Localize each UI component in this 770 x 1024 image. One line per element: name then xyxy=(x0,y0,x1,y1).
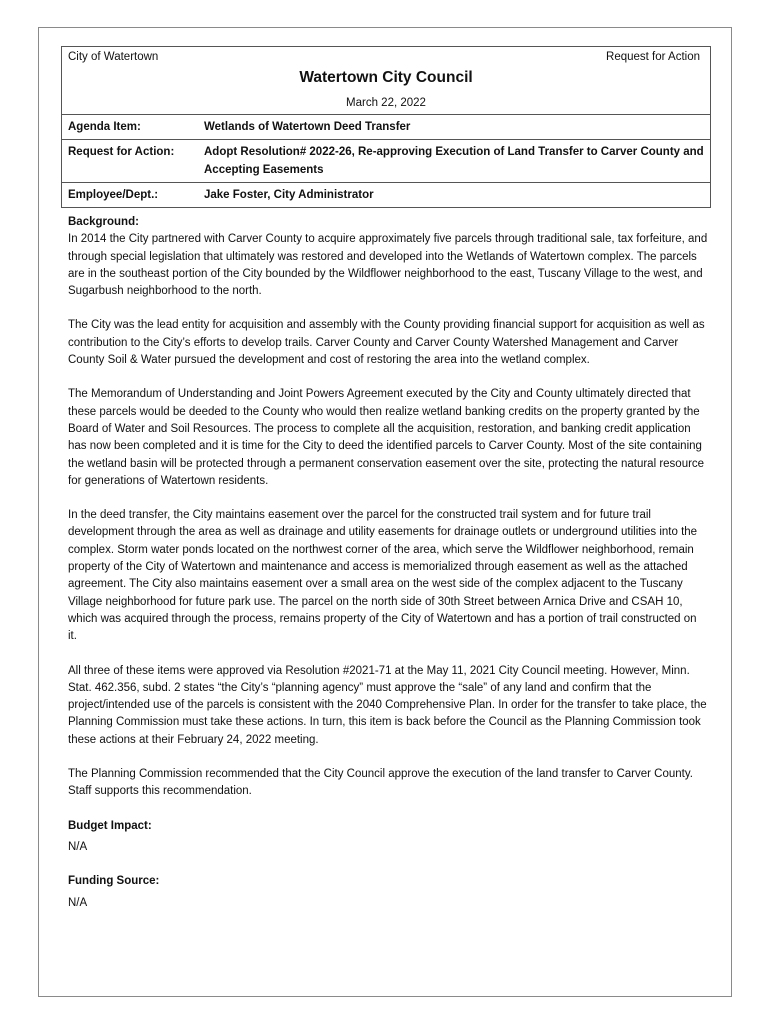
council-title: Watertown City Council xyxy=(299,69,473,86)
meeting-date: March 22, 2022 xyxy=(346,97,426,109)
document-body xyxy=(68,214,708,929)
request-for-action-label: Request for Action: xyxy=(68,146,175,158)
request-for-action-value: Adopt Resolution# 2022-26, Re-approving Execution of Land Transfer to Carver County and Accepting Easements xyxy=(204,146,704,176)
employee-dept-row xyxy=(62,183,710,207)
background-heading: Background: xyxy=(68,216,139,228)
employee-dept-value: Jake Foster, City Administrator xyxy=(204,189,374,201)
background-paragraph-3: The Memorandum of Understanding and Joint Powers Agreement executed by the City and County ultimately directed that these parcels would be deeded to the County who would then realize wetland banking credits on the property granted by the Board of Water and Soil Resources. The process to complete all the acquisition, restoration, and banking credit application has now been completed and it is time for the City to deed the identified parcels to Carver County. Most of the site containing the wetland basin will be protected through a permanent conservation easement over the site, protecting the natural resource for generations of Watertown residents. xyxy=(68,388,705,487)
city-name: City of Watertown xyxy=(68,51,159,63)
background-paragraph-6: The Planning Commission recommended that the City Council approve the execution of the land transfer to Carver County. Staff supports this recommendation. xyxy=(68,768,693,798)
employee-dept-label: Employee/Dept.: xyxy=(68,189,159,201)
request-header-table xyxy=(61,46,711,208)
agenda-item-label: Agenda Item: xyxy=(68,121,141,133)
funding-source-heading: Funding Source: xyxy=(68,875,160,888)
agenda-item-row xyxy=(62,115,710,140)
funding-source-section xyxy=(68,873,708,912)
agenda-item-value: Wetlands of Watertown Deed Transfer xyxy=(204,121,411,133)
background-paragraph-1: In 2014 the City partnered with Carver County to acquire approximately five parcels through traditional sale, tax forfeiture, and through special legislation that ultimately was restored and developed into the Wetlands of Watertown complex. The parcels are in the southeast portion of the City bounded by the Wildflower neighborhood to the east, Tuscany Village to the west, and Sugarbush neighborhood to the north. xyxy=(68,233,708,298)
budget-impact-heading: Budget Impact: xyxy=(68,819,152,832)
background-paragraph-5: All three of these items were approved via Resolution #2021-71 at the May 11, 2021 City Council meeting. However, Minn. Stat. 462.356, subd. 2 states “the City’s “planning agency” must approve the “sale” of any land and confirm that the project/intended use of the parcels is consistent with the 2040 Comprehensive Plan. In order for the transfer to take place, the Planning Commission must take these actions. In turn, this item is back before the Council as the Planning Commission took these actions at their February 24, 2022 meeting. xyxy=(68,664,707,746)
background-paragraph-4: In the deed transfer, the City maintains easement over the parcel for the constructed trail system and for future trail development through the area as well as drainage and utility easements for drainage outlets or underground utilities into the complex. Storm water ponds located on the northwest corner of the area, which serve the Wildflower neighborhood, remain property of the City of Watertown and maintenance and access is memorialized through easement as well as the attached agreement. The City also maintains easement over a small area on the west side of the complex adjacent to the Tuscany Village neighborhood for future park use. The parcel on the north side of 30th Street between Arnica Drive and CSAH 10, which was acquired through the process, remains property of the City of Watertown and has a portion of trail constructed on it. xyxy=(68,509,698,643)
background-paragraph-2: The City was the lead entity for acquisition and assembly with the County providing financial support for acquisition as well as contribution to the City’s efforts to develop trails. Carver County and Carver County Watershed Management and Carver County Soil & Water pursued the development and cost of restoring the area into the wetland complex. xyxy=(68,319,705,367)
funding-source-value: N/A xyxy=(68,896,88,909)
budget-impact-value: N/A xyxy=(68,840,88,853)
budget-impact-section xyxy=(68,818,708,857)
request-type: Request for Action xyxy=(606,51,700,63)
request-for-action-row xyxy=(62,140,710,183)
header-title-block xyxy=(62,47,710,115)
